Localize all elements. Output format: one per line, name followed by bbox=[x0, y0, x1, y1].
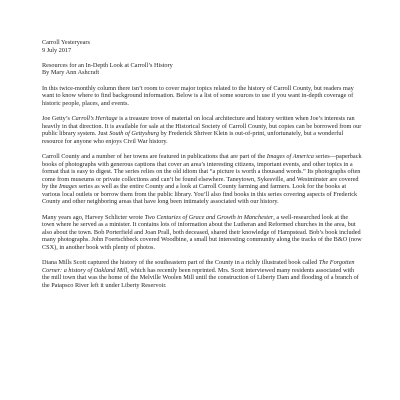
book-title: Carroll’s Heritage bbox=[71, 114, 118, 122]
paragraph-text: series as well as the entire County and a look at Carroll County farming and farmers. Look for the books at various local outlets or borrow them from the public library. You’ll also find books in this series covering aspects of Frederick County and other neighboring areas that have long been intimately associated with our history. bbox=[42, 183, 358, 206]
paragraph-text: Many years ago, Harvey Schlicter wrote bbox=[42, 213, 145, 221]
paragraph bbox=[42, 85, 362, 108]
book-title: South of Gettysburg bbox=[109, 130, 159, 138]
book-title: The Forgotten Corner: a history of Oakland Mill bbox=[42, 259, 355, 274]
paragraph-text: Diana Mills Scott captured the history of the southeastern part of the County in a richly illustrated book called bbox=[42, 259, 319, 267]
paragraph bbox=[42, 153, 362, 206]
paragraph bbox=[42, 214, 362, 252]
paragraph-text: by Frederick Shriver Klein is out-of-print, unfortunately, but a wonderful resource for anyone who enjoys Civil War history. bbox=[42, 130, 344, 145]
header-spacer bbox=[42, 77, 362, 85]
paragraph bbox=[42, 115, 362, 145]
paragraph-text: In this twice-monthly column there isn’t room to cover major topics related to the history of Carroll County, but readers may want to know where to find background information. Below is a list of some sources to use if you want in-depth coverage of historic people, places, and events. bbox=[42, 84, 354, 107]
paragraph-text: Joe Getty’s bbox=[42, 114, 72, 122]
paragraph-text: Carroll County and a number of her towns are featured in publications that are part of the bbox=[42, 152, 267, 160]
paragraph-text: , a well-researched look at the town where he served as a minister. It contains lots of information about the Lutheran and Reformed churches in the area, but also about the town. Bob Porterfield and Joan Prall, both deceased, shared their knowledge of Hampstead. Bob’s book included many photographs. John Foertschbeck covered Woodbine, a small but interesting community along the tracks of the B&O (now CSX), in another book with plenty of photos. bbox=[42, 213, 362, 252]
book-title: Two Centuries of Grace and Growth in Manchester bbox=[144, 213, 274, 221]
publication-date: 9 July 2017 bbox=[42, 46, 72, 54]
book-title: Images of America bbox=[266, 152, 314, 160]
paragraph bbox=[42, 259, 362, 289]
article-header bbox=[42, 39, 362, 85]
header-spacer bbox=[42, 54, 362, 62]
paragraph-text: series—paperback books of photographs with generous captions that cover an area’s interesting citizens, important events, and other topics in a format that is easy to digest. The series relies on the old idiom that “a picture is worth a thousand words.” Its photographs often come from museums or private collections and can’t be found elsewhere. Taneytown, Sykesville, and Westminster are covered by the bbox=[42, 152, 362, 191]
book-title: Images bbox=[59, 183, 78, 191]
column-name: Carroll Yesteryears bbox=[42, 39, 90, 46]
paragraph-text: , which has recently been reprinted. Mrs. Scott interviewed many residents associated with the mill town that was the home of the Melville Woolen Mill until the construction of Liberty Dam and flooding of a branch of the Patapsco River left it under Liberty Reservoir. bbox=[42, 266, 359, 289]
article bbox=[42, 39, 362, 290]
byline: By Mary Ann Ashcraft bbox=[42, 69, 100, 77]
paragraph-text: is a treasure trove of material on local architecture and history written when Joe’s interests ran heavily in that direction. It is available for sale at the Historical Society of Carroll County, but copies can be borrowed from our public library system. Just bbox=[42, 114, 362, 138]
article-body bbox=[42, 85, 362, 290]
article-title: Resources for an In-Depth Look at Carroll’s History bbox=[42, 61, 173, 69]
